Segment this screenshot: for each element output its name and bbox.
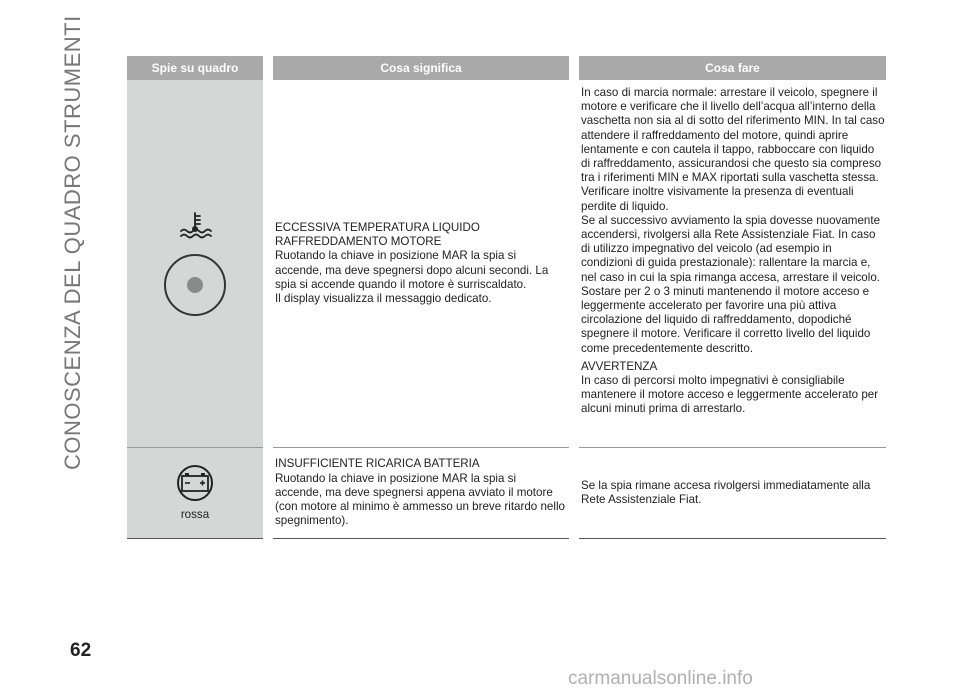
meaning-cell [268,448,574,539]
grey-dot-indicator [164,254,226,316]
section-side-title: CONOSCENZA DEL QUADRO STRUMENTI [60,15,85,470]
warning-lights-table [127,56,886,539]
header-significato: Cosa significa [268,56,574,80]
indicator-dot [187,277,203,293]
header-spie: Spie su quadro [127,56,268,80]
color-label: rossa [180,508,210,521]
battery-icon [172,464,218,506]
meaning-cell [268,80,574,448]
meaning-text: INSUFFICIENTE RICARICA BATTERIA Ruotando la chiave in posizione MAR la spia si accende, ma deve spegnersi appena avviato il motore (con motore al minimo è ammesso un breve ritardo nello spegnimento). [275,457,565,528]
indicator-cell [127,80,268,448]
indicator-cell [127,448,268,539]
watermark-text: carmanualsonline.info [568,668,753,689]
coolant-temperature-icon [178,211,212,243]
warning-text: In caso di percorsi molto impegnativi è consigliabile mantenere il motore acceso e leggermente accelerato per alcuni minuti prima di arrestarlo. [581,374,879,416]
warning-title: AVVERTENZA [581,359,658,373]
table-row [127,80,886,448]
action-cell [574,448,886,539]
table-header-row [127,56,886,80]
action-text: In caso di marcia normale: arrestare il veicolo, spegnere il motore e verificare che il livello dell’acqua all’interno della vaschetta non sia al di sotto del riferimento MIN. In tal caso attendere il raffreddamento del motore, quindi aprire lentamente e con cautela il tappo, rabboccare con liquido di raffreddamento, assicurandosi che questo sia compreso tra i riferimenti MIN e MAX riportati sulla vaschetta stessa. Verificare inoltre visivamente la presenza di eventuali perdite di liquido. Se al successivo avviamento la spia dovesse nuovamente accendersi, rivolgersi alla Rete Assistenziale Fiat. In caso di utilizzo impegnativo del veicolo (ad esempio in condizioni di guida prestazionale): rallentare la marcia e, nel caso in cui la spia rimanga accesa, arrestare il veicolo. Sostare per 2 o 3 minuti mantenendo il motore acceso e leggermente accelerato per favorire una più attiva circolazione del liquido di raffreddamento, dopodiché spegnere il motore. Verificare il corretto livello del liquido come precedentemente descritto. [581,86,885,355]
action-cell [574,80,886,448]
page-number: 62 [70,640,92,661]
table-row [127,448,886,539]
header-cosa-fare: Cosa fare [574,56,886,80]
meaning-text: ECCESSIVA TEMPERATURA LIQUIDO RAFFREDDAMENTO MOTORE Ruotando la chiave in posizione MAR la spia si accende, ma deve spegnersi dopo alcuni secondi. La spia si accende quando il motore è surriscaldato. Il display visualizza il messaggio dedicato. [275,220,549,305]
action-text: Se la spia rimane accesa rivolgersi immediatamente alla Rete Assistenziale Fiat. [581,478,871,506]
